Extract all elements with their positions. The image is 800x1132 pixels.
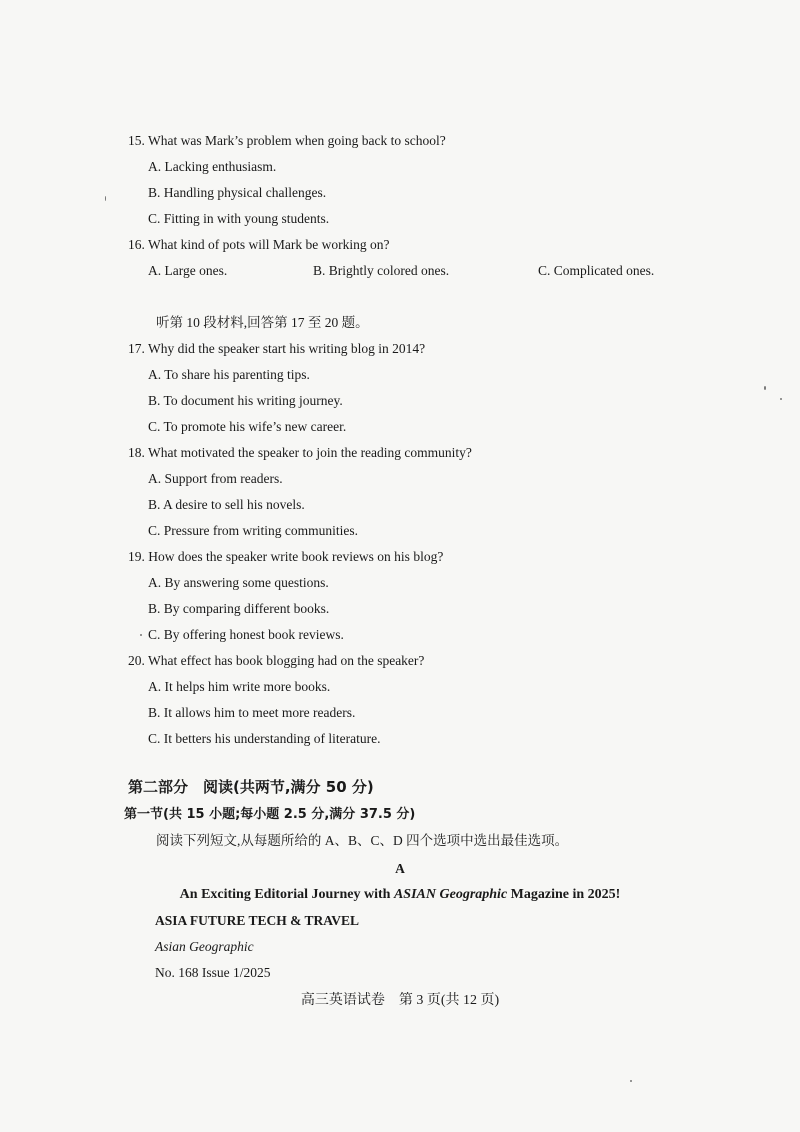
passage-letter: A [395,861,405,876]
question-20-option-c: C. It betters his understanding of literature. [148,731,381,746]
question-18-option-c: C. Pressure from writing communities. [148,523,358,538]
passage-headline [0,888,800,902]
scan-speck [630,1080,632,1082]
passage-subhead: ASIA FUTURE TECH & TRAVEL [155,913,360,928]
scan-speck [140,634,142,636]
question-16-option-b: B. Brightly colored ones. [313,263,450,278]
passage-publication: Asian Geographic [155,939,254,954]
scan-speck [780,398,782,400]
part2-section-heading: 第一节(共 15 小题;每小题 2.5 分,满分 37.5 分) [124,807,416,822]
question-20-option-b: B. It allows him to meet more readers. [148,705,356,720]
part2-title: 第二部分 阅读(共两节,满分 50 分) [128,778,374,796]
part2-instruction: 阅读下列短文,从每题所给的 A、B、C、D 四个选项中选出最佳选项。 [156,833,569,848]
scan-speck [105,196,106,201]
question-16-option-a: A. Large ones. [148,263,228,278]
question-15-option-c: C. Fitting in with young students. [148,211,330,226]
passage-issue: No. 168 Issue 1/2025 [155,965,271,980]
question-19-option-b: B. By comparing different books. [148,601,330,616]
question-15-stem: 15. What was Mark’s problem when going back to school? [128,133,446,148]
scan-speck [764,386,766,390]
question-18-option-b: B. A desire to sell his novels. [148,497,305,512]
passage-headline-pre: An Exciting Editorial Journey with [179,887,394,902]
question-17-option-b: B. To document his writing journey. [148,393,343,408]
question-20-stem: 20. What effect has book blogging had on the speaker? [128,653,425,668]
question-15-option-b: B. Handling physical challenges. [148,185,327,200]
passage-headline-post: Magazine in 2025! [507,887,621,902]
question-16-stem: 16. What kind of pots will Mark be working on? [128,237,390,252]
question-20-option-a: A. It helps him write more books. [148,679,331,694]
question-15-option-a: A. Lacking enthusiasm. [148,159,277,174]
question-17-option-c: C. To promote his wife’s new career. [148,419,347,434]
question-18-option-a: A. Support from readers. [148,471,283,486]
question-19-option-c: C. By offering honest book reviews. [148,627,344,642]
listening-instruction: 听第 10 段材料,回答第 17 至 20 题。 [156,315,369,330]
passage-headline-magazine: ASIAN Geographic [393,887,508,902]
question-17-option-a: A. To share his parenting tips. [148,367,310,382]
question-19-stem: 19. How does the speaker write book reviews on his blog? [128,549,444,564]
question-19-option-a: A. By answering some questions. [148,575,329,590]
question-18-stem: 18. What motivated the speaker to join the reading community? [128,445,472,460]
page-footer: 高三英语试卷 第 3 页(共 12 页) [300,993,500,1008]
question-17-stem: 17. Why did the speaker start his writing blog in 2014? [128,341,426,356]
question-16-option-c: C. Complicated ones. [538,263,655,278]
